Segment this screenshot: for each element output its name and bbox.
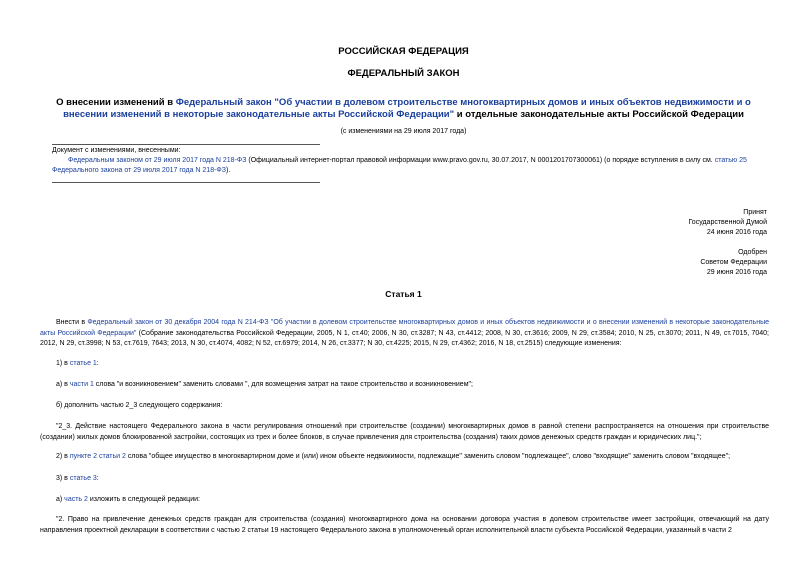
adopted-line-3: 24 июня 2016 года — [706, 229, 767, 236]
p8-link[interactable]: часть 2 — [64, 496, 88, 503]
doc-changes-link-2[interactable]: статью 25 Федерального закона от 29 июля 2017 года N 218-ФЗ — [52, 157, 747, 174]
p1-text-a: Внести в — [56, 319, 88, 326]
paragraph-5: "2_3. Действие настоящего Федерального закона в части регулирования отношений при строительстве (создании) многоквартирных домов в равной степени распространяется на отношения при строительстве (создании) жилых домов блокированной застройки, состоящих из трех и более блоков, в случае привлечения для строительства (создания) таких домов денежных средств граждан и юридических лиц."; — [40, 423, 769, 441]
approved-line-1: Одобрен — [738, 249, 767, 256]
amendments-note: (с изменениями на 29 июля 2017 года) — [340, 128, 467, 135]
p3-link[interactable]: части 1 — [69, 381, 94, 388]
p3-text-b: слова "и возникновением" заменить словами ", для возмещения затрат на такое строительство и возникновением"; — [93, 381, 473, 388]
doc-changes-text-2: ). — [225, 167, 231, 174]
doc-changes-text-1: (Официальный интернет-портал правовой информации www.pravo.gov.ru, 30.07.2017, N 0001201707300061) (о порядке вступления в силу см. — [246, 157, 715, 164]
p8-text-b: изложить в следующей редакции: — [87, 496, 200, 503]
approved-block — [700, 248, 767, 278]
paragraph-2 — [40, 359, 769, 370]
paragraph-1 — [40, 318, 769, 350]
adopted-line-1: Принят — [743, 209, 767, 216]
doc-changes-label: Документ с изменениями, внесенными: — [52, 147, 181, 154]
p6-text-b: слова "общее имущество в многоквартирном доме и (или) ином объекте недвижимости, подлежащие" заменить словом "подлежащее", слово "входящие" заменить словом "входящее"; — [125, 453, 731, 460]
approved-line-2: Советом Федерации — [700, 259, 767, 266]
law-title — [40, 97, 767, 121]
paragraph-4: б) дополнить частью 2_3 следующего содержания: — [56, 402, 223, 409]
country-title: РОССИЙСКАЯ ФЕДЕРАЦИЯ — [338, 46, 469, 57]
doc-type-title: ФЕДЕРАЛЬНЫЙ ЗАКОН — [347, 68, 460, 79]
law-title-prefix: О внесении изменений в — [56, 97, 176, 108]
doc-changes-text — [52, 156, 764, 176]
p3-text-a: а) в — [56, 381, 70, 388]
p6-link[interactable]: пункте 2 статьи 2 — [69, 453, 126, 460]
p2-link[interactable]: статье 1 — [69, 360, 97, 367]
p8-text-a: а) — [56, 496, 65, 503]
divider-top — [52, 144, 320, 145]
p1-text-b: (Собрание законодательства Российской Федерации, 2005, N 1, ст.40; 2006, N 30, ст.3287; N 43, ст.4412; 2008, N 30, ст.3616; 2009, N 29, ст.3584; 2010, N 25, ст.3070; 2011, N 49, ст.7015, 7040; 2012, N 29, ст.3998; N 53, ст.7619, 7643; 2013, N 30, ст.4074, 4082; N 52, ст.6979; 2014, N 26, ст.3377; N 30, ст.4225; 2015, N 29, ст.4362; 2016, N 18, ст.2515) следующие изменения: — [40, 329, 769, 347]
paragraph-8 — [40, 495, 769, 506]
adopted-block — [688, 208, 767, 238]
approved-line-3: 29 июня 2016 года — [706, 269, 767, 276]
article-title: Статья 1 — [385, 289, 422, 299]
paragraph-9: "2. Право на привлечение денежных средств граждан для строительства (создания) многоквартирного дома на основании договора участия в долевом строительстве имеет застройщик, отвечающий на дату направления проектной декларации в соответствии с частью 2 статьи 19 настоящего Федерального закона в уполномоченный орган исполнительной власти субъекта Российской Федерации, указанный в части 2 — [40, 516, 769, 534]
p7-link[interactable]: статье 3 — [69, 475, 97, 482]
p7-text-a: 3) в — [56, 475, 70, 482]
adopted-line-2: Государственной Думой — [688, 219, 767, 226]
paragraph-6 — [40, 452, 769, 463]
p1-link[interactable]: Федеральный закон от 30 декабря 2004 года N 214-ФЗ "Об участии в долевом строительстве многоквартирных домов и иных объектов недвижимости и о внесении изменений в некоторые законодательные акты Российской Федерации" — [40, 319, 769, 337]
p2-text-b: : — [96, 360, 99, 367]
p2-text-a: 1) в — [56, 360, 70, 367]
law-title-suffix: и отдельные законодательные акты Российской Федерации — [454, 109, 744, 120]
doc-changes-link-1[interactable]: Федеральным законом от 29 июля 2017 года N 218-ФЗ — [68, 157, 247, 164]
paragraph-7 — [40, 474, 769, 485]
divider-bottom — [52, 182, 320, 183]
law-title-link[interactable]: Федеральный закон "Об участии в долевом строительстве многоквартирных домов и иных объектов недвижимости и о внесении изменений в некоторые законодательные акты Российской Федерации" — [63, 97, 751, 120]
paragraph-3 — [40, 380, 769, 391]
p6-text-a: 2) в — [56, 453, 70, 460]
p7-text-b: : — [96, 475, 99, 482]
